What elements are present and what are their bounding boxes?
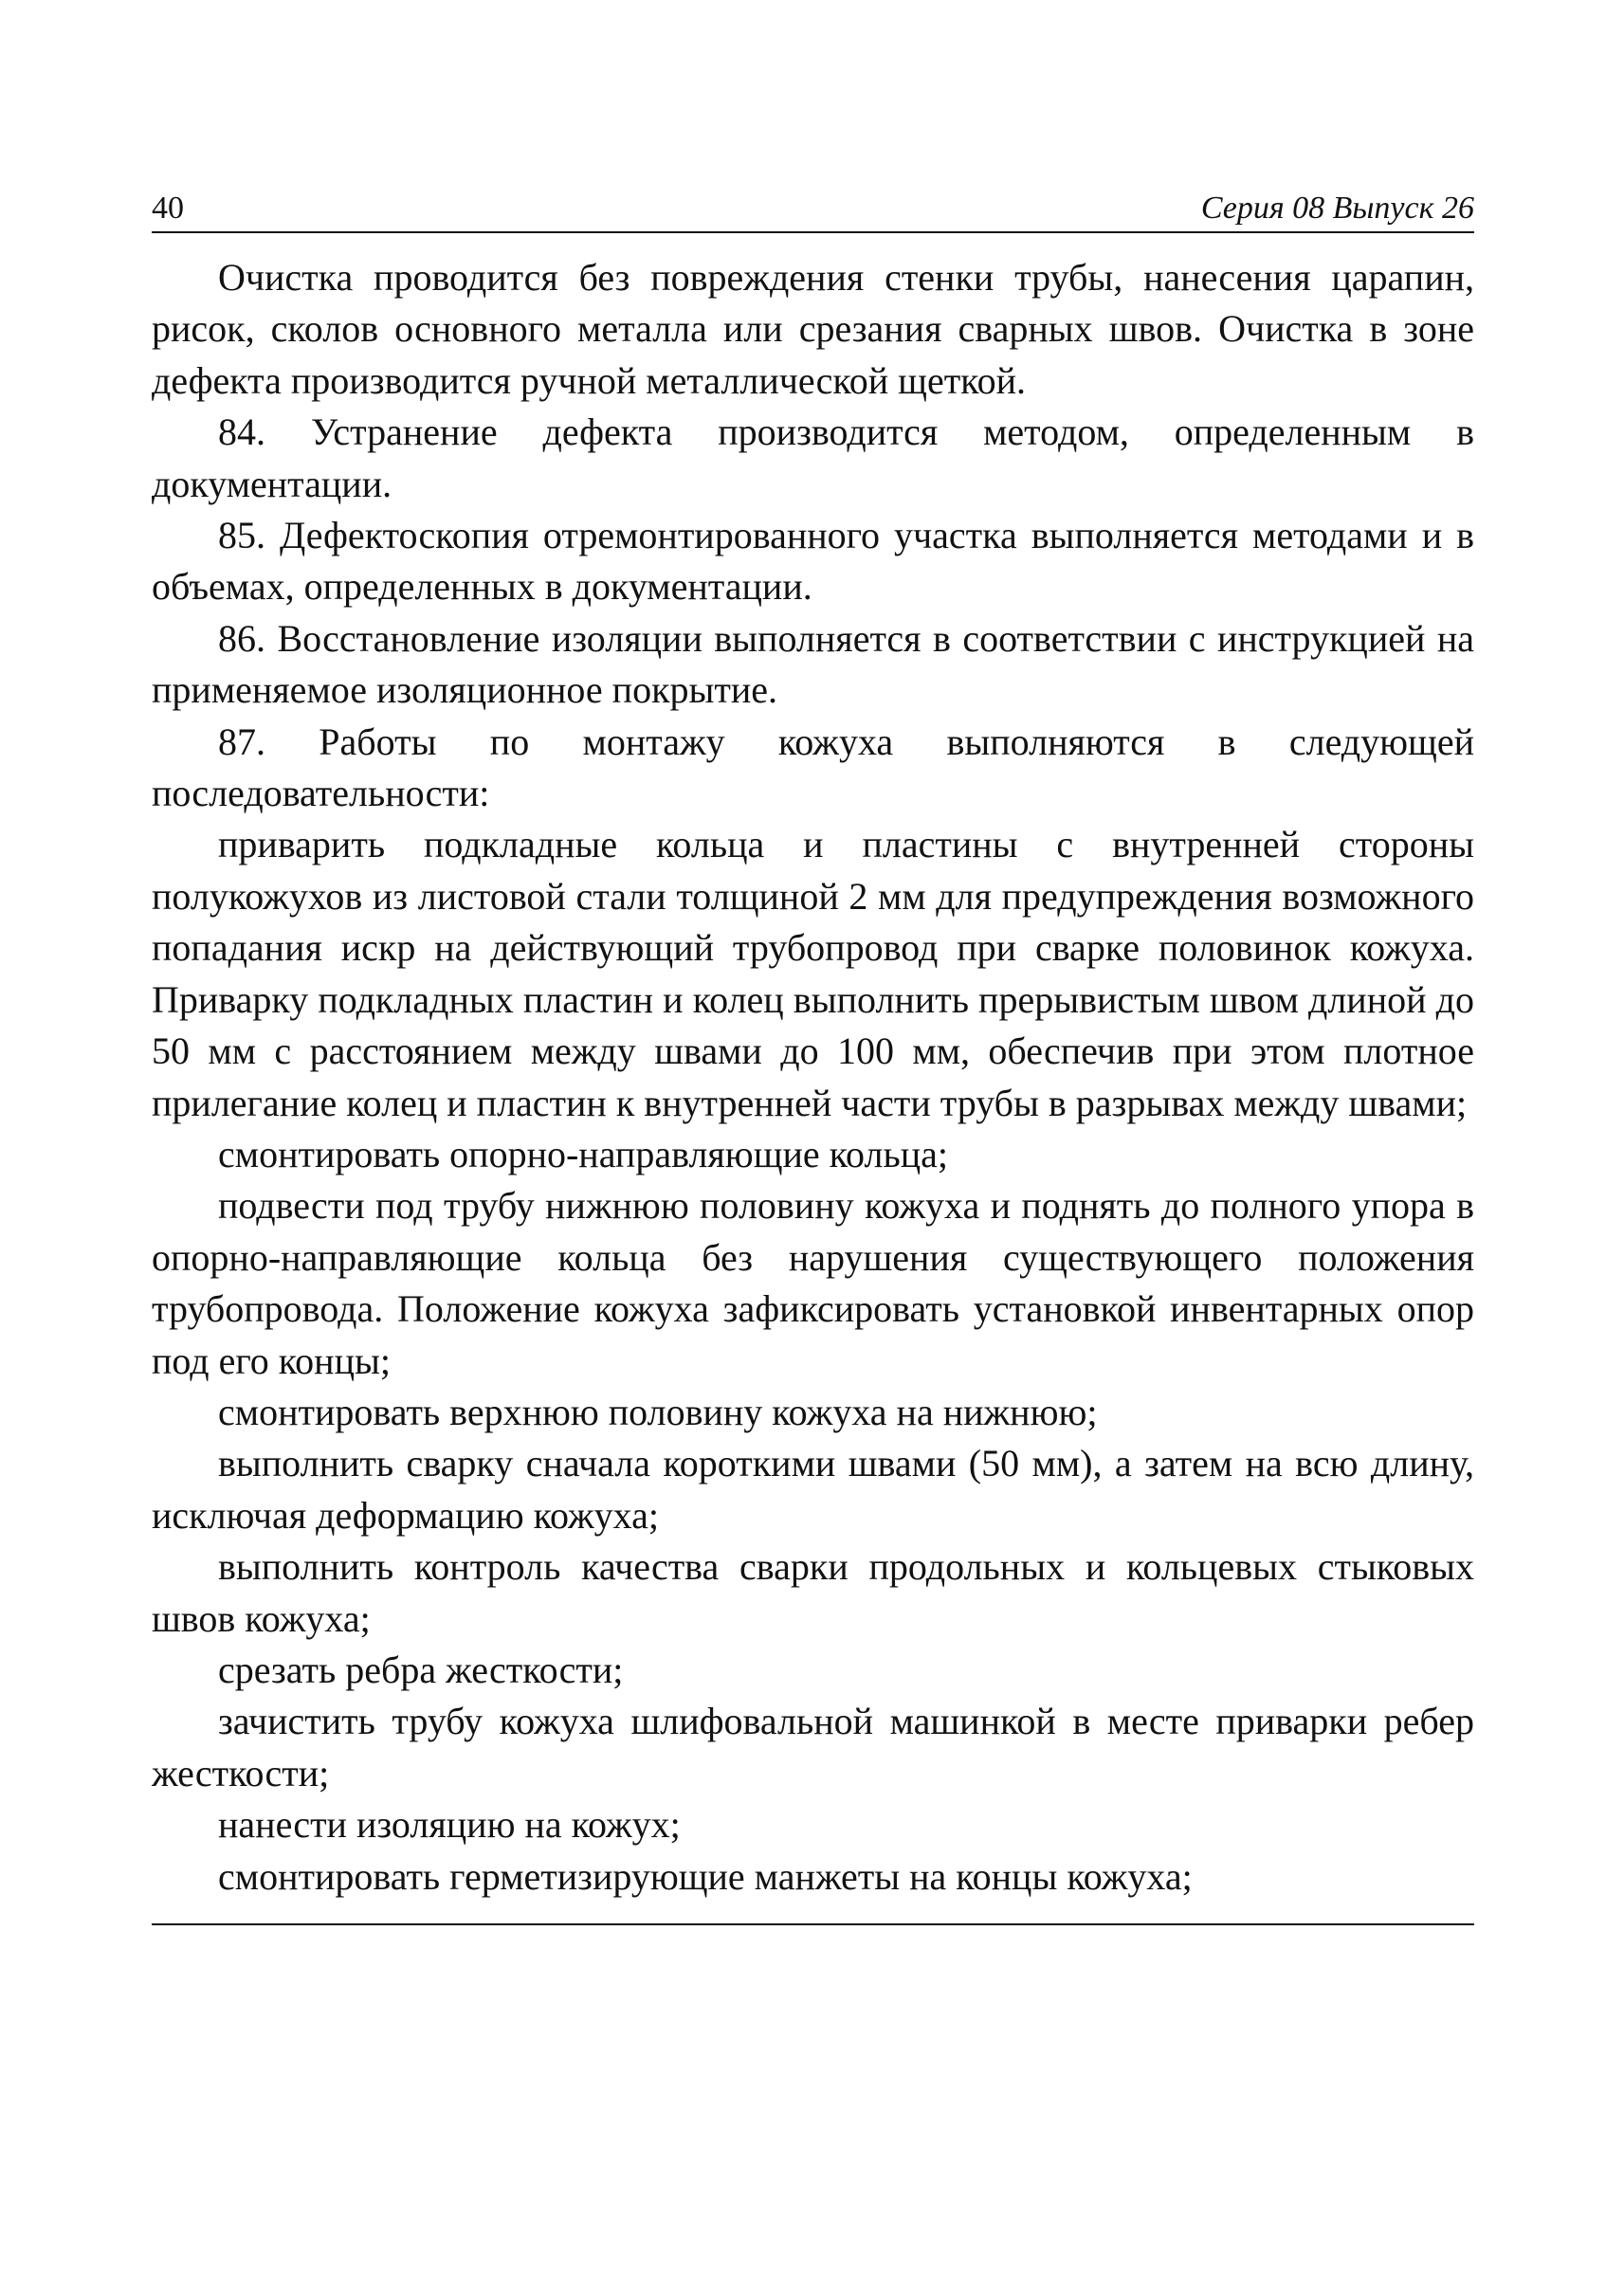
footer-rule [152, 1923, 1474, 1925]
list-item-grind-pipe: зачистить трубу кожуха шлифовальной машинкой в месте приварки ребер жесткости; [152, 1700, 1474, 1794]
body-text [152, 252, 1474, 1903]
paragraph-84: 84. Устранение дефекта производится методом, определенным в документации. [152, 410, 1474, 505]
list-item-mount-seal-cuffs: смонтировать герметизирующие манжеты на концы кожуха; [218, 1854, 1193, 1898]
list-item-cut-ribs: срезать ребра жесткости; [218, 1648, 624, 1691]
paragraph-87: 87. Работы по монтажу кожуха выполняются в следующей последовательности: [152, 719, 1474, 815]
list-item-weld-rings: приварить подкладные кольца и пластины с внутренней стороны полукожухов из листовой стали толщиной 2 мм для предупреждения возможного попадания искр на действующий трубопровод при сварке половинок кожуха. Приварку подкладных пластин и колец выполнить прерывистым швом длиной до 50 мм с расстоянием между швами до 100 мм, обеспечив при этом плотное прилегание колец и пластин к внутренней части трубы в разрывах между швами; [152, 823, 1474, 1124]
list-item-mount-upper-half: смонтировать верхнюю половину кожуха на нижнюю; [218, 1390, 1098, 1433]
running-header [152, 186, 1474, 231]
paragraph-cleaning: Очистка проводится без повреждения стенки трубы, нанесения царапин, рисок, сколов основного металла или срезания сварных швов. Очистка в зоне дефекта производится ручной металлической щеткой. [152, 256, 1474, 402]
list-item-mount-guide-rings: смонтировать опорно-направляющие кольца; [218, 1132, 948, 1175]
document-page [152, 186, 1474, 1925]
page-number: 40 [152, 191, 184, 226]
header-rule [152, 231, 1474, 233]
paragraph-85: 85. Дефектоскопия отремонтированного участка выполняется методами и в объемах, определенных в документации. [152, 514, 1474, 609]
list-item-lift-lower-half: подвести под трубу нижнюю половину кожуха и поднять до полного упора в опорно-направляющие кольца без нарушения существующего положения трубопровода. Положение кожуха зафиксировать установкой инвентарных опор под его концы; [152, 1184, 1474, 1382]
paragraph-86: 86. Восстановление изоляции выполняется в соответствии с инструкцией на применяемое изоляционное покрытие. [152, 616, 1474, 712]
list-item-weld-quality-control: выполнить контроль качества сварки продольных и кольцевых стыковых швов кожуха; [152, 1545, 1474, 1640]
list-item-perform-welding: выполнить сварку сначала короткими швами (50 мм), а затем на всю длину, исключая деформацию кожуха; [152, 1442, 1474, 1537]
series-title: Серия 08 Выпуск 26 [1200, 191, 1474, 226]
list-item-apply-insulation: нанести изоляцию на кожух; [218, 1803, 681, 1847]
